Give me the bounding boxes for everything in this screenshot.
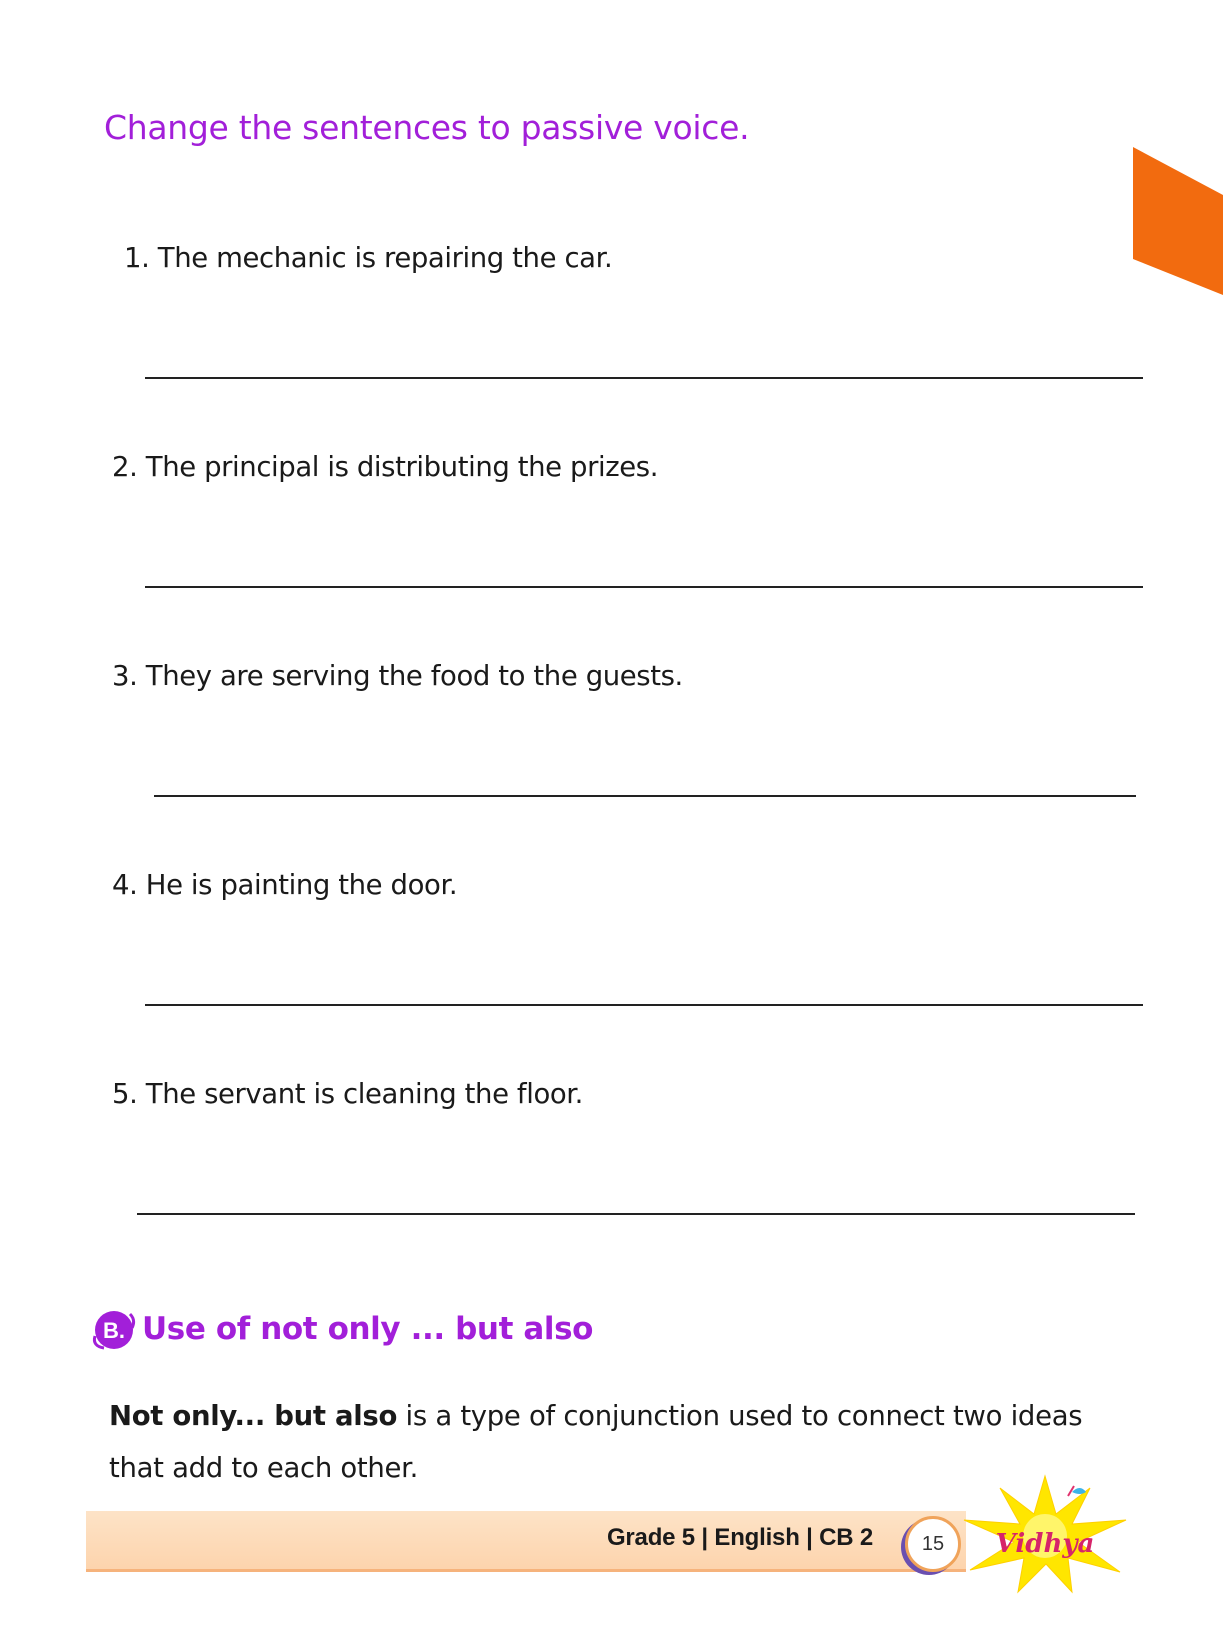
question-number: 3.	[112, 660, 138, 692]
instruction-heading: Change the sentences to passive voice.	[104, 108, 750, 147]
section-b-badge-icon	[90, 1306, 136, 1352]
question-4	[112, 869, 457, 901]
question-text: The mechanic is repairing the car.	[157, 242, 613, 274]
question-2	[112, 451, 658, 483]
answer-line-3[interactable]	[154, 795, 1136, 797]
question-text: The principal is distributing the prizes.	[145, 451, 659, 483]
svg-text:B.: B.	[103, 1318, 125, 1343]
question-number: 4.	[112, 869, 138, 901]
footer-label: Grade 5 | English | CB 2	[606, 1524, 873, 1551]
question-text: They are serving the food to the guests.	[145, 660, 683, 692]
question-text: The servant is cleaning the floor.	[145, 1078, 584, 1110]
question-text: He is painting the door.	[145, 869, 458, 901]
section-title: Use of not only ... but also	[142, 1311, 594, 1347]
para-bold-phrase: Not only... but also	[109, 1400, 398, 1432]
question-number: 1.	[124, 242, 150, 274]
question-number: 5.	[112, 1078, 138, 1110]
para-text: is a type of conjunction used to connect two ideas that add to each other.	[109, 1400, 1083, 1484]
answer-line-4[interactable]	[145, 1004, 1143, 1006]
page-number: 15	[905, 1516, 961, 1572]
answer-line-2[interactable]	[145, 586, 1143, 588]
question-5	[112, 1078, 583, 1110]
question-number: 2.	[112, 451, 138, 483]
svg-text:Vidhya: Vidhya	[995, 1529, 1095, 1559]
question-3	[112, 660, 683, 692]
section-b-heading	[90, 1305, 593, 1353]
question-1	[124, 242, 612, 274]
answer-line-5[interactable]	[137, 1213, 1135, 1215]
answer-line-1[interactable]	[145, 377, 1143, 379]
corner-tab-decoration	[1133, 147, 1223, 295]
vidhya-logo	[960, 1474, 1130, 1594]
